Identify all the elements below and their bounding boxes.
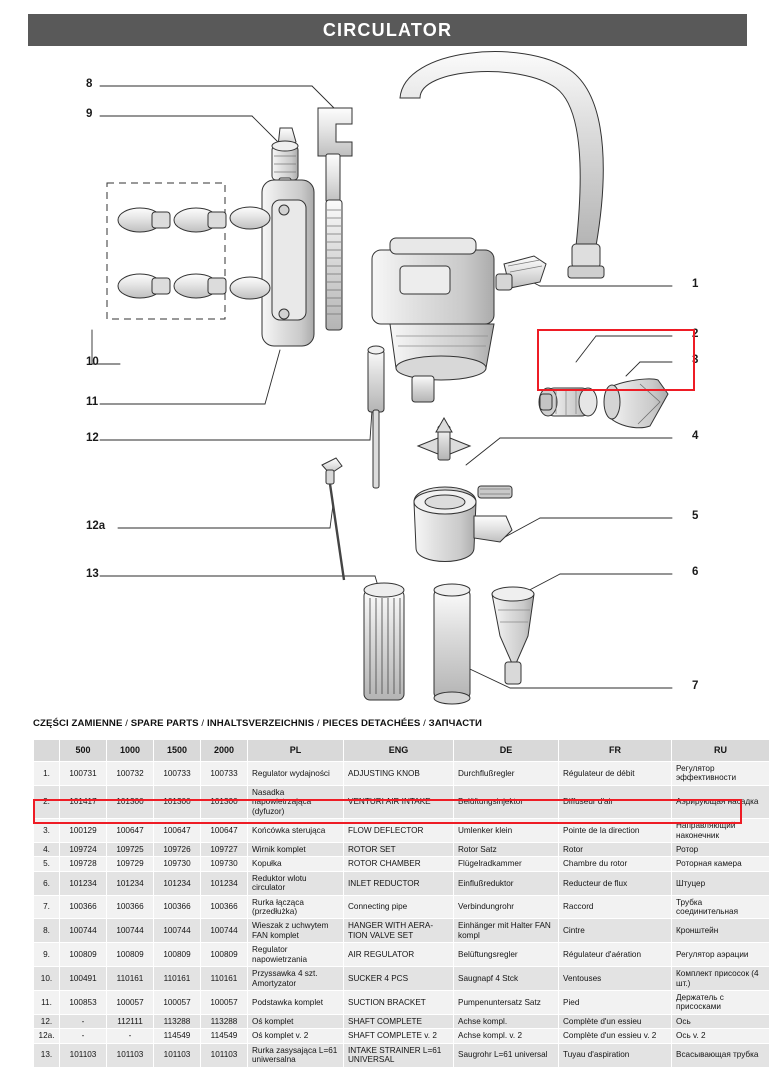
cell-500: 100853: [60, 991, 107, 1015]
cell-eng: ROTOR CHAMBER: [344, 857, 454, 871]
part-shaft-12a: [322, 458, 344, 580]
cell-eng: INTAKE STRAINER L=61 UNIVERSAL: [344, 1043, 454, 1067]
cell-index: 12.: [34, 1014, 60, 1028]
table-row: [34, 842, 770, 856]
cell-1500: 100733: [154, 762, 201, 786]
part-connecting-pipe-7: [434, 584, 470, 704]
table-row: [34, 943, 770, 967]
cell-1500: 109730: [154, 857, 201, 871]
cell-1000: 100809: [107, 943, 154, 967]
caption-fr: PIECES DETACHÉES: [322, 718, 421, 729]
cell-de: Durchflußregler: [454, 762, 559, 786]
part-intake-strainer-13: [364, 583, 404, 700]
cell-1000: 100744: [107, 919, 154, 943]
table-row: [34, 785, 770, 818]
cell-eng: FLOW DEFLECTOR: [344, 819, 454, 843]
cell-500: 101234: [60, 871, 107, 895]
cell-ru: Комплект присосок (4 шт.): [672, 967, 770, 991]
table-row: [34, 1014, 770, 1028]
spare-parts-table: [33, 739, 770, 1068]
cell-1000: 100057: [107, 991, 154, 1015]
cell-pl: Rurka łącząca (przedłużka): [248, 895, 344, 919]
page-title: CIRCULATOR: [322, 19, 453, 40]
cell-1500: 100647: [154, 819, 201, 843]
cell-de: Rotor Satz: [454, 842, 559, 856]
part-flexible-hose: [400, 52, 603, 246]
callout-5: 5: [692, 510, 699, 522]
callout-13: 13: [86, 568, 99, 580]
cell-eng: SHAFT COMPLETE: [344, 1014, 454, 1028]
cell-de: Achse kompl. v. 2: [454, 1029, 559, 1043]
spare-parts-caption: CZĘŚCI ZAMIENNE / SPARE PARTS / INHALTSVERZEICHNIS / PIECES DETACHÉES / ЗАПЧАСТИ: [33, 718, 483, 729]
cell-500: 100731: [60, 762, 107, 786]
cell-index: 10.: [34, 967, 60, 991]
cell-2000: 101103: [201, 1043, 248, 1067]
caption-eng: SPARE PARTS: [130, 718, 199, 729]
cell-index: 6.: [34, 871, 60, 895]
cell-index: 9.: [34, 943, 60, 967]
cell-de: Einhänger mit Halter FAN kompl: [454, 919, 559, 943]
cell-500: 100366: [60, 895, 107, 919]
th-2000: 2000: [201, 740, 248, 762]
part-suction-bracket-11: [230, 180, 314, 346]
cell-2000: 100733: [201, 762, 248, 786]
cell-eng: SHAFT COMPLETE v. 2: [344, 1029, 454, 1043]
cell-ru: Роторная камера: [672, 857, 770, 871]
callout-11: 11: [86, 396, 99, 408]
cell-2000: 109730: [201, 857, 248, 871]
cell-eng: INLET REDUCTOR: [344, 871, 454, 895]
cell-500: 100491: [60, 967, 107, 991]
callout-10: 10: [86, 356, 99, 368]
cell-de: Saugrohr L=61 universal: [454, 1043, 559, 1067]
part-inlet-reductor-6: [492, 587, 534, 684]
cell-fr: Chambre du rotor: [559, 857, 672, 871]
th-pl: PL: [248, 740, 344, 762]
cell-1500: 109726: [154, 842, 201, 856]
part-rotor-set-4: [418, 418, 470, 460]
table-row: [34, 819, 770, 843]
callout-8: 8: [86, 78, 93, 90]
cell-pl: Końcówka sterująca: [248, 819, 344, 843]
cell-index: 11.: [34, 991, 60, 1015]
cell-eng: Connecting pipe: [344, 895, 454, 919]
cell-pl: Regulator wydajności: [248, 762, 344, 786]
cell-fr: Cintre: [559, 919, 672, 943]
callout-1: 1: [692, 278, 699, 290]
callout-6: 6: [692, 566, 699, 578]
cell-2000: 110161: [201, 967, 248, 991]
cell-ru: Всасывающая трубка: [672, 1043, 770, 1067]
cell-fr: Diffuseur d'air: [559, 785, 672, 818]
cell-ru: Держатель с присосками: [672, 991, 770, 1015]
cell-index: 4.: [34, 842, 60, 856]
cell-2000: 100809: [201, 943, 248, 967]
cell-fr: Complète d'un essieu v. 2: [559, 1029, 672, 1043]
cell-pl: Oś komplet: [248, 1014, 344, 1028]
cell-index: 1.: [34, 762, 60, 786]
part-venturi-air-intake-2: [539, 388, 597, 416]
cell-index: 2.: [34, 785, 60, 818]
caption-de: INHALTSVERZEICHNIS: [206, 718, 315, 729]
cell-de: Belüftungsregler: [454, 943, 559, 967]
cell-1000: 109725: [107, 842, 154, 856]
cell-1500: 113288: [154, 1014, 201, 1028]
part-hose-outlet: [568, 244, 604, 278]
cell-eng: VENTURI AIR INTAKE: [344, 785, 454, 818]
cell-eng: ROTOR SET: [344, 842, 454, 856]
cell-ru: Кронштейн: [672, 919, 770, 943]
part-suckers-10: [107, 183, 226, 319]
cell-500: 101103: [60, 1043, 107, 1067]
part-flow-deflector-3: [604, 379, 668, 428]
part-shaft-12: [368, 346, 384, 488]
table-header-row: [34, 740, 770, 762]
cell-1500: 100809: [154, 943, 201, 967]
cell-fr: Tuyau d'aspiration: [559, 1043, 672, 1067]
cell-pl: Regulator napowietrzania: [248, 943, 344, 967]
cell-ru: Ротор: [672, 842, 770, 856]
cell-ru: Регулятор эффективности: [672, 762, 770, 786]
table-row: [34, 967, 770, 991]
cell-index: 8.: [34, 919, 60, 943]
cell-pl: Rurka zasysająca L=61 uniwersalna: [248, 1043, 344, 1067]
cell-de: Belüftungsinjektor: [454, 785, 559, 818]
cell-1000: 100732: [107, 762, 154, 786]
callout-4: 4: [692, 430, 699, 442]
cell-fr: Rotor: [559, 842, 672, 856]
cell-1500: 100366: [154, 895, 201, 919]
callout-9: 9: [86, 108, 93, 120]
cell-ru: Ось: [672, 1014, 770, 1028]
part-rotor-chamber-5: [414, 486, 512, 562]
cell-1000: 110161: [107, 967, 154, 991]
cell-500: 109724: [60, 842, 107, 856]
cell-ru: Направляющий наконечник: [672, 819, 770, 843]
cell-eng: SUCTION BRACKET: [344, 991, 454, 1015]
cell-pl: Oś komplet v. 2: [248, 1029, 344, 1043]
cell-500: 100744: [60, 919, 107, 943]
cell-fr: Régulateur d'aération: [559, 943, 672, 967]
cell-ru: Регулятор аэрации: [672, 943, 770, 967]
callout-12a: 12a: [86, 520, 106, 532]
cell-500: 101417: [60, 785, 107, 818]
table-row: [34, 991, 770, 1015]
cell-1500: 101103: [154, 1043, 201, 1067]
cell-de: Einflußreduktor: [454, 871, 559, 895]
cell-de: Saugnapf 4 Stck: [454, 967, 559, 991]
table-row: [34, 762, 770, 786]
table-row: [34, 895, 770, 919]
th-1000: 1000: [107, 740, 154, 762]
cell-500: 100129: [60, 819, 107, 843]
cell-1500: 110161: [154, 967, 201, 991]
cell-fr: Régulateur de débit: [559, 762, 672, 786]
cell-1000: 101103: [107, 1043, 154, 1067]
cell-2000: 113288: [201, 1014, 248, 1028]
table-row: [34, 1043, 770, 1067]
cell-de: Umlenker klein: [454, 819, 559, 843]
th-fr: FR: [559, 740, 672, 762]
cell-eng: ADJUSTING KNOB: [344, 762, 454, 786]
cell-fr: Raccord: [559, 895, 672, 919]
cell-1500: 100057: [154, 991, 201, 1015]
cell-pl: Reduktor wlotu circulator: [248, 871, 344, 895]
th-1500: 1500: [154, 740, 201, 762]
table-row: [34, 857, 770, 871]
cell-ru: Аэрирующая насадка: [672, 785, 770, 818]
cell-2000: 109727: [201, 842, 248, 856]
cell-fr: Ventouses: [559, 967, 672, 991]
part-hanger-8: [318, 108, 352, 330]
callout-3: 3: [692, 354, 699, 366]
cell-fr: Pied: [559, 991, 672, 1015]
cell-2000: 100744: [201, 919, 248, 943]
cell-ru: Трубка соединительная: [672, 895, 770, 919]
cell-ru: Ось v. 2: [672, 1029, 770, 1043]
cell-2000: 101234: [201, 871, 248, 895]
table-row: [34, 871, 770, 895]
cell-1000: 101300: [107, 785, 154, 818]
cell-pl: Wieszak z uchwytem FAN komplet: [248, 919, 344, 943]
th-500: 500: [60, 740, 107, 762]
cell-1000: 100647: [107, 819, 154, 843]
cell-500: 109728: [60, 857, 107, 871]
cell-1500: 100744: [154, 919, 201, 943]
cell-1000: 100366: [107, 895, 154, 919]
cell-1000: 112111: [107, 1014, 154, 1028]
cell-1500: 101300: [154, 785, 201, 818]
exploded-parts-diagram: [0, 50, 775, 710]
cell-1000: -: [107, 1029, 154, 1043]
cell-index: 5.: [34, 857, 60, 871]
cell-2000: 114549: [201, 1029, 248, 1043]
cell-fr: Complète d'un essieu: [559, 1014, 672, 1028]
cell-fr: Reducteur de flux: [559, 871, 672, 895]
cell-de: Verbindungrohr: [454, 895, 559, 919]
diagram-svg: [0, 50, 775, 710]
th-eng: ENG: [344, 740, 454, 762]
callout-12: 12: [86, 432, 99, 444]
cell-eng: AIR REGULATOR: [344, 943, 454, 967]
part-pump-body: [372, 238, 494, 402]
cell-pl: Wirnik komplet: [248, 842, 344, 856]
cell-index: 12a.: [34, 1029, 60, 1043]
cell-pl: Przyssawka 4 szt. Amortyzator: [248, 967, 344, 991]
cell-500: -: [60, 1029, 107, 1043]
cell-index: 7.: [34, 895, 60, 919]
th-ru: RU: [672, 740, 770, 762]
cell-1000: 109729: [107, 857, 154, 871]
table-row: [34, 1029, 770, 1043]
caption-ru: ЗАПЧАСТИ: [428, 718, 483, 729]
cell-eng: HANGER WITH AERA-TION VALVE SET: [344, 919, 454, 943]
callout-2: 2: [692, 328, 699, 340]
cell-eng: SUCKER 4 PCS: [344, 967, 454, 991]
th-index: [34, 740, 60, 762]
cell-500: 100809: [60, 943, 107, 967]
page-header: [28, 14, 747, 46]
table-row: [34, 919, 770, 943]
cell-2000: 100366: [201, 895, 248, 919]
cell-de: Pumpenuntersatz Satz: [454, 991, 559, 1015]
cell-1500: 101234: [154, 871, 201, 895]
caption-pl: CZĘŚCI ZAMIENNE: [33, 718, 123, 729]
cell-pl: Podstawka komplet: [248, 991, 344, 1015]
cell-2000: 101300: [201, 785, 248, 818]
cell-1500: 114549: [154, 1029, 201, 1043]
th-de: DE: [454, 740, 559, 762]
cell-ru: Штуцер: [672, 871, 770, 895]
cell-pl: Kopułka: [248, 857, 344, 871]
cell-index: 3.: [34, 819, 60, 843]
cell-2000: 100647: [201, 819, 248, 843]
callout-7: 7: [692, 680, 699, 692]
cell-2000: 100057: [201, 991, 248, 1015]
cell-pl: Nasadka napowietrzająca (dyfuzor): [248, 785, 344, 818]
cell-fr: Pointe de la direction: [559, 819, 672, 843]
cell-index: 13.: [34, 1043, 60, 1067]
cell-500: -: [60, 1014, 107, 1028]
cell-de: Achse kompl.: [454, 1014, 559, 1028]
cell-de: Flügelradkammer: [454, 857, 559, 871]
cell-1000: 101234: [107, 871, 154, 895]
